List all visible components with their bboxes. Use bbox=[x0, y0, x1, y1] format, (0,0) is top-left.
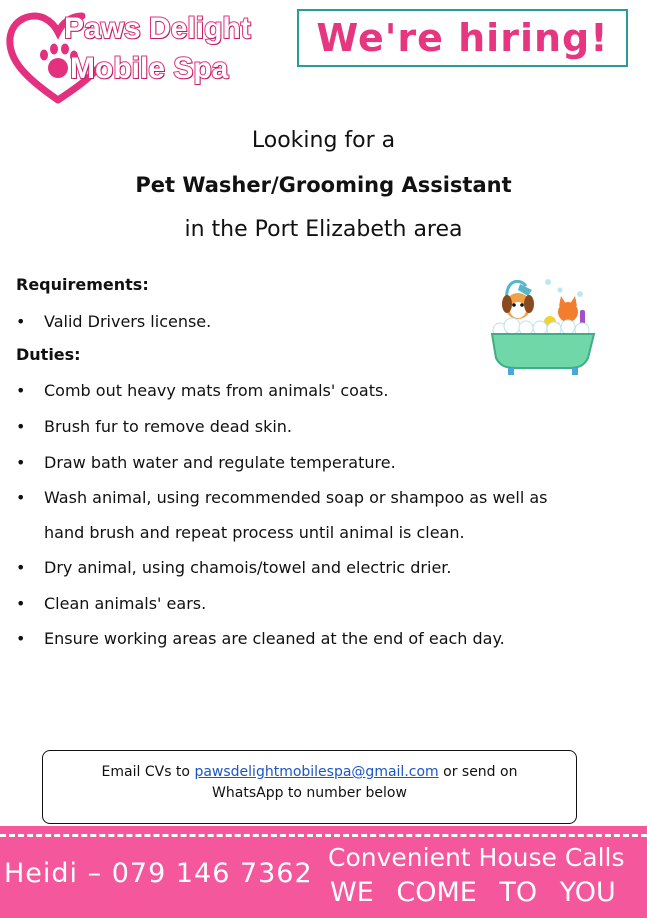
requirements-heading: Requirements: bbox=[16, 275, 149, 294]
brand-name-line2: Mobile Spa bbox=[70, 52, 229, 85]
tagline-house-calls: Convenient House Calls bbox=[328, 843, 625, 872]
duty-text: Clean animals' ears. bbox=[44, 594, 207, 613]
duty-text: Draw bath water and regulate temperature. bbox=[44, 453, 396, 472]
position-title: Pet Washer/Grooming Assistant bbox=[135, 173, 512, 197]
bullet-icon: • bbox=[16, 558, 26, 577]
duty-text: hand brush and repeat process until animal is clean. bbox=[44, 523, 465, 542]
email-link[interactable]: pawsdelightmobilespa@gmail.com bbox=[194, 764, 439, 780]
bullet-icon: • bbox=[16, 488, 26, 507]
requirement-text: Valid Drivers license. bbox=[44, 312, 212, 331]
bullet-icon: • bbox=[16, 453, 26, 472]
bullet-icon: • bbox=[16, 417, 26, 436]
bullet-icon: • bbox=[16, 381, 26, 400]
duty-text: Wash animal, using recommended soap or shampoo as well as bbox=[44, 488, 548, 507]
contact-suffix: or send on bbox=[443, 764, 518, 780]
dashed-divider bbox=[0, 834, 647, 837]
phone-contact: Heidi – 079 146 7362 bbox=[4, 858, 313, 889]
hiring-banner bbox=[297, 9, 628, 67]
contact-prefix: Email CVs to bbox=[101, 764, 190, 780]
brand-logo bbox=[6, 8, 278, 104]
pets-in-bathtub-icon bbox=[488, 272, 598, 392]
contact-box bbox=[42, 750, 577, 824]
tagline-we-come: WE COME TO YOU bbox=[330, 877, 616, 908]
duty-text: Dry animal, using chamois/towel and electric drier. bbox=[44, 558, 452, 577]
duty-text: Ensure working areas are cleaned at the end of each day. bbox=[44, 629, 505, 648]
contact-line1 bbox=[43, 762, 576, 783]
duty-text: Brush fur to remove dead skin. bbox=[44, 417, 293, 436]
brand-name-line1: Paws Delight bbox=[64, 12, 251, 45]
duty-text: Comb out heavy mats from animals' coats. bbox=[44, 381, 389, 400]
intro-line1: Looking for a bbox=[251, 128, 396, 153]
hiring-banner-text: We're hiring! bbox=[316, 16, 609, 60]
contact-line2: WhatsApp to number below bbox=[212, 785, 407, 801]
bullet-icon: • bbox=[16, 594, 26, 613]
bullet-icon: • bbox=[16, 312, 26, 331]
bullet-icon: • bbox=[16, 629, 26, 648]
intro-location: in the Port Elizabeth area bbox=[184, 217, 463, 242]
footer-banner bbox=[0, 826, 647, 918]
duties-heading: Duties: bbox=[16, 345, 81, 364]
